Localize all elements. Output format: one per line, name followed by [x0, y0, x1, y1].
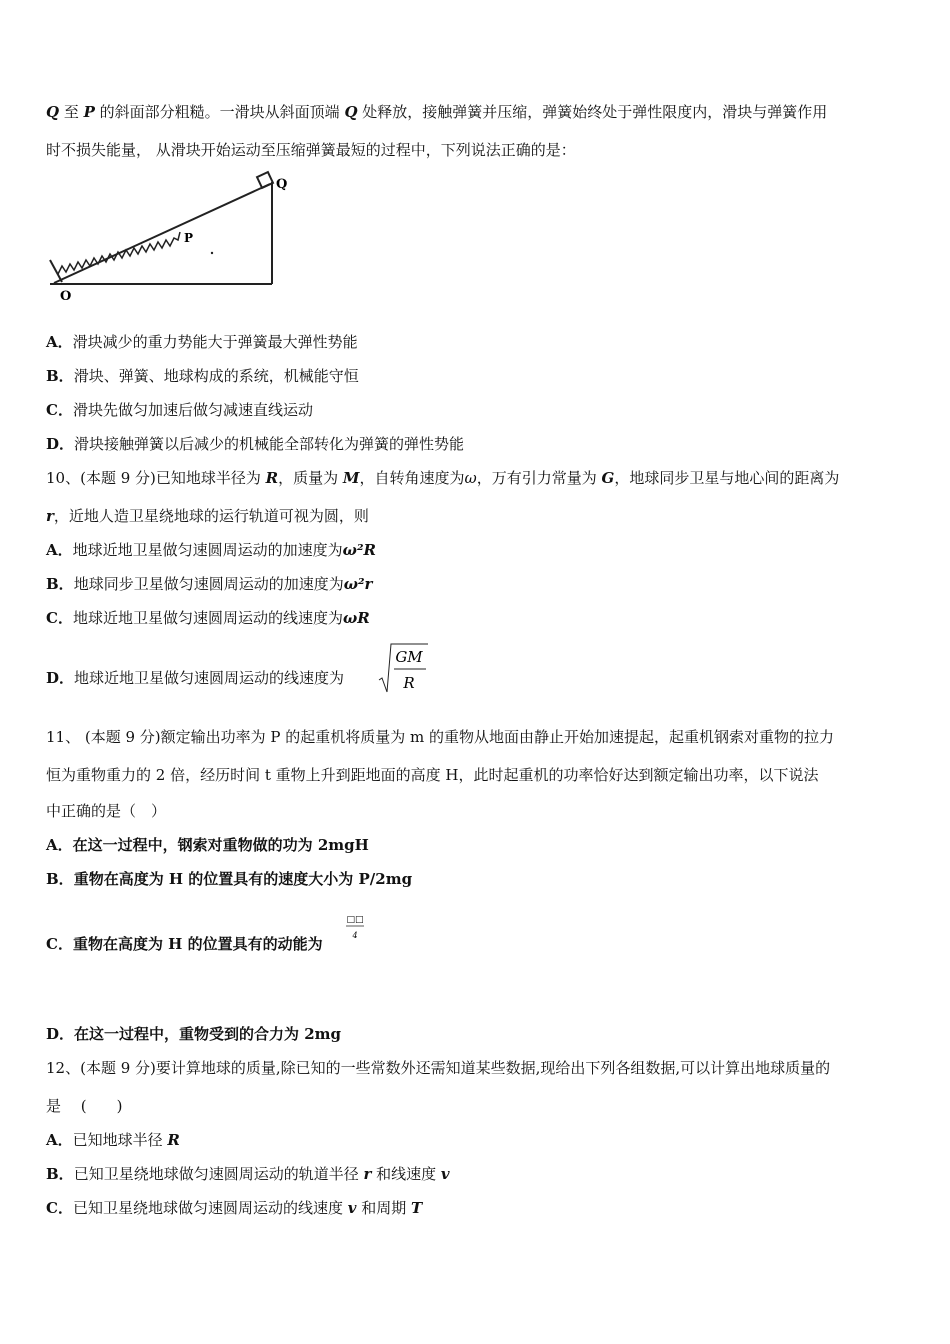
text: ，近地人造卫星绕地球的运行轨道可视为圆，则 [53, 507, 369, 525]
option-text: 滑块、弹簧、地球构成的系统，机械能守恒 [73, 367, 359, 385]
option-text: 已知地球半径 [72, 1131, 168, 1149]
option-text: 和线速度 [371, 1165, 441, 1183]
incline-surface [54, 184, 270, 283]
option-expr: ω²R [342, 541, 376, 559]
option-text: 重物在高度为 H 的位置具有的动能为 [72, 935, 323, 953]
option-label: B． [46, 575, 74, 593]
option-text: 滑块接触弹簧以后减少的机械能全部转化为弹簧的弹性势能 [74, 435, 465, 453]
option-label: B． [46, 367, 74, 385]
q12-stem-line2: 是 ( ) [46, 1097, 123, 1115]
sqrt-formula [378, 642, 430, 694]
var-p: P [83, 103, 95, 121]
text: 至 [59, 103, 84, 121]
fraction-denominator: 4 [352, 931, 358, 940]
var-r: R [167, 1131, 180, 1149]
incline-diagram [46, 170, 306, 310]
option-label: B． [46, 1165, 74, 1183]
kinetic-energy-fraction [343, 912, 367, 942]
q9-option-b[interactable] [46, 366, 359, 386]
text: ，万有引力常量为 [476, 469, 602, 487]
option-label: C． [46, 609, 73, 627]
option-label: A． [46, 541, 73, 559]
var-t: T [411, 1199, 423, 1217]
var-r-small: r [363, 1165, 372, 1183]
q11-stem-line3: 中正确的是（ ） [46, 802, 167, 820]
option-label: D． [46, 1025, 75, 1043]
var-omega: ω [464, 469, 477, 487]
text: 处释放，接触弹簧并压缩，弹簧始终处于弹性限度内，滑块与弹簧作用 [357, 103, 828, 121]
option-label: B． [46, 870, 74, 888]
q12-option-b[interactable] [46, 1164, 450, 1184]
option-label: C． [46, 1199, 73, 1217]
slider-block [257, 172, 273, 188]
option-text: 滑块先做匀加速后做匀减速直线运动 [72, 401, 313, 419]
option-label: A． [46, 836, 73, 854]
dot-mark [211, 252, 213, 254]
q10-stem-line1 [46, 468, 839, 488]
var-r: R [265, 469, 279, 487]
label-o: O [60, 289, 72, 304]
q12-option-c[interactable] [46, 1198, 422, 1218]
option-text: 在这一过程中，钢索对重物做的功为 2mgH [72, 836, 369, 854]
text: ，地球同步卫星与地心间的距离为 [614, 469, 840, 487]
q10-option-c[interactable] [46, 608, 370, 628]
q11-stem-line2: 恒为重物重力的 2 倍，经历时间 t 重物上升到距地面的高度 H，此时起重机的功率恰好达到额定输出功率，以下说法 [46, 766, 819, 784]
option-label: A． [46, 1131, 73, 1149]
option-label: D． [46, 435, 75, 453]
q9-option-c[interactable] [46, 400, 313, 420]
option-label: A． [46, 333, 73, 351]
option-text: 地球近地卫星做匀速圆周运动的线速度为 [72, 609, 343, 627]
option-text: 滑块减少的重力势能大于弹簧最大弹性势能 [72, 333, 358, 351]
option-text: 已知卫星绕地球做匀速圆周运动的轨道半径 [73, 1165, 364, 1183]
option-expr: ωR [342, 609, 370, 627]
option-text: 地球同步卫星做匀速圆周运动的加速度为 [73, 575, 344, 593]
q9-stem-line1 [46, 102, 827, 122]
text: 10、(本题 9 分)已知地球半径为 [46, 469, 266, 487]
fraction-numerator: GM [395, 648, 423, 666]
option-label: D． [46, 669, 75, 687]
option-text: 地球近地卫星做匀速圆周运动的加速度为 [72, 541, 343, 559]
q10-stem-line2 [46, 506, 369, 526]
text: ，质量为 [278, 469, 343, 487]
text: ，自转角速度为 [359, 469, 465, 487]
option-text: 和周期 [356, 1199, 411, 1217]
q10-option-a[interactable] [46, 540, 376, 560]
var-m: M [342, 469, 360, 487]
q10-option-d[interactable] [46, 668, 344, 688]
text: 的斜面部分粗糙。一滑块从斜面顶端 [94, 103, 345, 121]
q9-option-a[interactable] [46, 332, 358, 352]
fraction-denominator: R [403, 674, 415, 692]
fraction-numerator: □□ [346, 915, 364, 925]
q11-option-a[interactable] [46, 835, 369, 855]
q11-option-b[interactable] [46, 869, 412, 889]
option-text: 在这一过程中，重物受到的合力为 2mg [74, 1025, 342, 1043]
q9-stem-line2: 时不损失能量， 从滑块开始运动至压缩弹簧最短的过程中，下列说法正确的是： [46, 141, 576, 159]
q10-option-b[interactable] [46, 574, 372, 594]
incline-spring-figure [46, 170, 306, 314]
q12-stem-line1: 12、(本题 9 分)要计算地球的质量,除已知的一些常数外还需知道某些数据,现给出下列各组数据,可以计算出地球质量的 [46, 1059, 831, 1077]
q9-option-d[interactable] [46, 434, 464, 454]
option-text: 重物在高度为 H 的位置具有的速度大小为 P/2mg [73, 870, 413, 888]
var-v: v [347, 1199, 357, 1217]
label-q: Q [276, 177, 288, 192]
q12-option-a[interactable] [46, 1130, 180, 1150]
mini-fraction [343, 912, 367, 942]
sqrt-gm-over-r [378, 642, 430, 694]
option-label: C． [46, 401, 73, 419]
var-g: G [601, 469, 615, 487]
var-r-small: r [46, 507, 54, 525]
option-label: C． [46, 935, 73, 953]
var-v: v [440, 1165, 450, 1183]
q11-option-c[interactable] [46, 934, 323, 954]
label-p: P [184, 231, 194, 245]
option-text: 已知卫星绕地球做匀速圆周运动的线速度 [72, 1199, 348, 1217]
q11-stem-line1: 11、 (本题 9 分)额定输出功率为 P 的起重机将质量为 m 的重物从地面由静止开始加速提起，起重机钢索对重物的拉力 [46, 728, 835, 746]
option-text: 地球近地卫星做匀速圆周运动的线速度为 [74, 669, 345, 687]
spring [58, 232, 180, 274]
option-expr: ω²r [343, 575, 373, 593]
var-q: Q [46, 103, 60, 121]
var-q: Q [344, 103, 358, 121]
q11-option-d[interactable] [46, 1024, 341, 1044]
